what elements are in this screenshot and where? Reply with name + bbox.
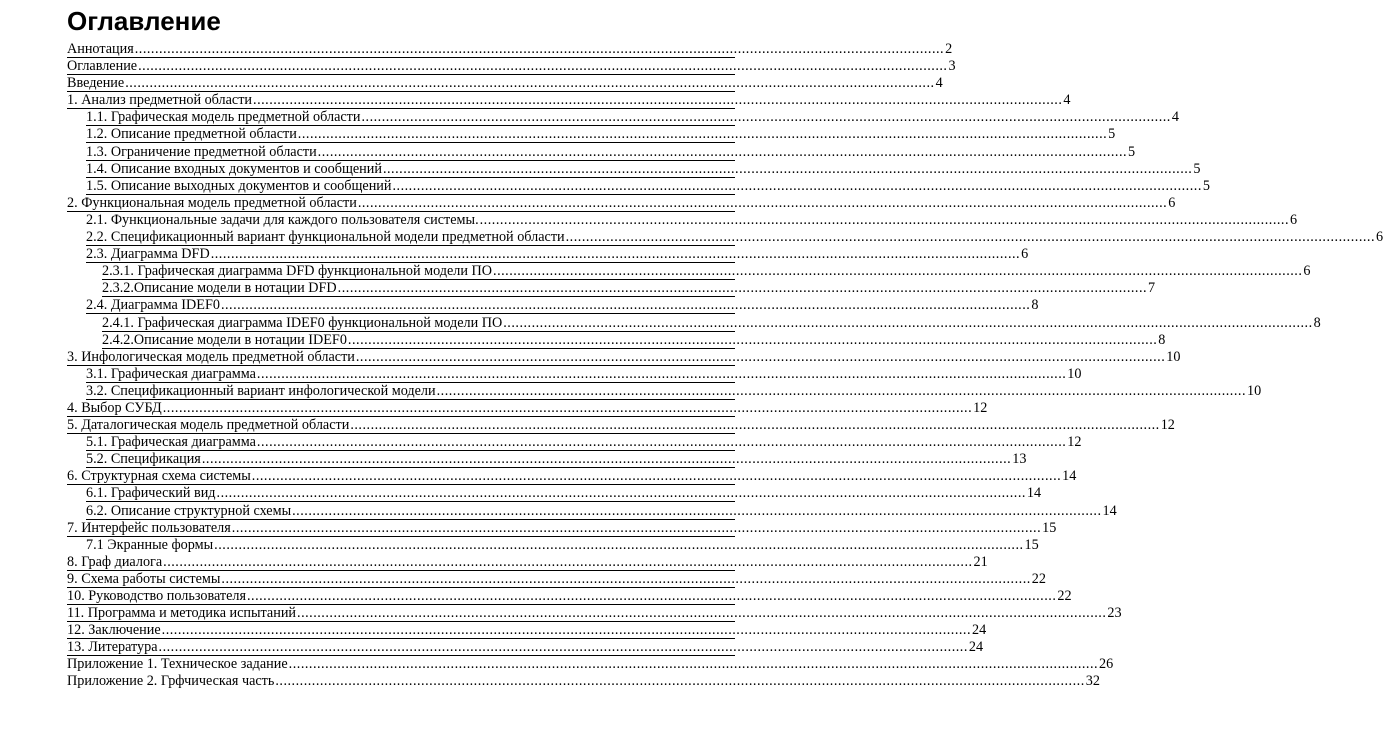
dot-leader: ........................................................................................................................................................................................................ xyxy=(350,417,1160,434)
toc-entry-title: 2. Функциональная модель предметной области xyxy=(67,194,357,211)
toc-entry-title: 2.3. Диаграмма DFD xyxy=(86,246,210,263)
toc-entry-title: 2.4. Диаграмма IDEF0 xyxy=(86,297,220,314)
toc-entry[interactable] xyxy=(0,570,1046,588)
toc-entry-page-number: 22 xyxy=(1031,570,1046,587)
toc-entry[interactable] xyxy=(0,365,1082,383)
toc-entry-line xyxy=(67,553,988,571)
toc-entry-page-number: 6 xyxy=(1168,194,1176,211)
toc-entry-page-number: 8 xyxy=(1158,331,1166,348)
dot-leader: ........................................................................................................................................................................................................ xyxy=(221,570,1031,587)
dot-leader: ........................................................................................................................................................................................................ xyxy=(357,194,1168,211)
toc-entry-page-number: 14 xyxy=(1062,468,1077,485)
dot-leader: ........................................................................................................................................................................................................ xyxy=(317,143,1128,160)
toc-entry-title: 2.3.1. Графическая диаграмма DFD функциональной модели ПО xyxy=(102,263,493,280)
toc-entry[interactable] xyxy=(0,468,1077,485)
dot-leader: ........................................................................................................................................................................................................ xyxy=(201,451,1012,468)
toc-entry-title: 12. Заключение xyxy=(67,622,161,639)
toc-entry-line xyxy=(67,605,1122,622)
dot-leader: ........................................................................................................................................................................................................ xyxy=(493,263,1303,280)
toc-entry-page-number: 4 xyxy=(1171,109,1179,126)
toc-entry-line xyxy=(86,434,1082,451)
toc-entry[interactable] xyxy=(0,399,988,417)
dot-leader: ........................................................................................................................................................................................................ xyxy=(251,468,1062,485)
toc-entry-title: 6. Структурная схема системы xyxy=(67,468,251,485)
toc-entry-title: 5.2. Спецификация xyxy=(86,451,201,468)
toc-entry-title: 7. Интерфейс пользователя xyxy=(67,519,231,536)
toc-entry-title: 5. Даталогическая модель предметной области xyxy=(67,417,350,434)
toc-entry-line xyxy=(67,417,1175,434)
dot-leader: ........................................................................................................................................................................................................ xyxy=(158,639,968,656)
toc-entry-title: 1.2. Описание предметной области xyxy=(86,126,297,143)
toc-entry[interactable] xyxy=(0,536,1039,554)
toc-entry[interactable] xyxy=(0,229,1383,246)
toc-entry-page-number: 8 xyxy=(1313,314,1321,331)
toc-entry-line xyxy=(86,502,1117,520)
toc-entry-line xyxy=(67,622,987,639)
toc-entry-line xyxy=(86,177,1210,195)
toc-entry-page-number: 6 xyxy=(1290,211,1298,228)
toc-entry-page-number: 15 xyxy=(1024,536,1039,553)
toc-entry-line xyxy=(102,280,1156,297)
toc-entry-line xyxy=(67,58,956,75)
dot-leader: ........................................................................................................................................................................................................ xyxy=(337,280,1148,297)
toc-entry-line xyxy=(102,314,1321,332)
dot-leader: ........................................................................................................................................................................................................ xyxy=(256,365,1067,382)
dot-leader: ........................................................................................................................................................................................................ xyxy=(216,485,1026,502)
toc-entry-page-number: 6 xyxy=(1303,263,1311,280)
toc-entry-page-number: 5 xyxy=(1193,160,1201,177)
toc-entry-line xyxy=(67,519,1057,537)
toc-entry-page-number: 12 xyxy=(1160,417,1175,434)
toc-entry[interactable] xyxy=(0,58,956,75)
toc-entry-page-number: 6 xyxy=(1376,229,1383,246)
dot-leader: ........................................................................................................................................................................................................ xyxy=(392,177,1202,194)
toc-entry-page-number: 10 xyxy=(1166,348,1181,365)
toc-entry-line xyxy=(86,485,1042,502)
toc-entry-title: 9. Схема работы системы xyxy=(67,570,221,587)
toc-entry-title: 11. Программа и методика испытаний xyxy=(67,605,297,622)
toc-entry[interactable] xyxy=(0,605,1122,622)
toc-entry-title: 3.1. Графическая диаграмма xyxy=(86,365,256,382)
toc-entry-title: 2.1. Функциональные задачи для каждого пользователя системы. xyxy=(86,211,479,228)
toc-entry-line xyxy=(86,211,1298,229)
toc-entry-line xyxy=(86,126,1116,143)
toc-entry[interactable] xyxy=(0,194,1176,212)
toc-entry-title: 2.4.2.Описание модели в нотации IDEF0 xyxy=(102,331,347,348)
toc-entry-title: Приложение 1. Техническое задание xyxy=(67,656,288,673)
toc-entry-line xyxy=(67,570,1046,588)
dot-leader: ........................................................................................................................................................................................................ xyxy=(382,160,1193,177)
dot-leader: ........................................................................................................................................................................................................ xyxy=(161,622,972,639)
toc-entry-title: 10. Руководство пользователя xyxy=(67,588,246,604)
toc-entry-title: 2.4.1. Графическая диаграмма IDEF0 функциональной модели ПО xyxy=(102,314,503,331)
toc-entry-line xyxy=(86,382,1262,400)
toc-entry-page-number: 23 xyxy=(1107,605,1122,622)
toc-entry-page-number: 2 xyxy=(945,41,953,57)
toc-entry[interactable] xyxy=(0,502,1117,520)
toc-entry[interactable] xyxy=(0,109,1179,126)
toc-entry-page-number: 8 xyxy=(1031,297,1039,314)
dot-leader: ........................................................................................................................................................................................................ xyxy=(162,399,973,416)
toc-heading: Оглавление xyxy=(67,6,221,36)
dot-leader: ........................................................................................................................................................................................................ xyxy=(361,109,1171,126)
toc-entry-title: 8. Граф диалога xyxy=(67,553,163,570)
dot-leader: ........................................................................................................................................................................................................ xyxy=(297,126,1108,143)
toc-entry-page-number: 24 xyxy=(968,639,984,656)
toc-entry-page-number: 4 xyxy=(935,75,943,92)
toc-entry-page-number: 7 xyxy=(1148,280,1156,297)
toc-entry-page-number: 3 xyxy=(948,58,956,75)
toc-entry-title: 3. Инфологическая модель предметной области xyxy=(67,348,355,365)
dot-leader: ........................................................................................................................................................................................................ xyxy=(256,434,1067,451)
toc-entry-title: 6.1. Графический вид xyxy=(86,485,216,502)
toc-entry[interactable] xyxy=(0,485,1042,502)
toc-entry-line xyxy=(86,451,1027,468)
toc-entry-title: 6.2. Описание структурной схемы xyxy=(86,502,292,519)
toc-entry-page-number: 12 xyxy=(1067,434,1082,451)
toc-entry-page-number: 14 xyxy=(1102,502,1117,519)
dot-leader: ........................................................................................................................................................................................................ xyxy=(347,331,1158,348)
toc-entry[interactable] xyxy=(0,656,1114,673)
toc-entry-line xyxy=(67,75,943,92)
toc-entry-line xyxy=(102,263,1311,280)
dot-leader: ........................................................................................................................................................................................................ xyxy=(220,297,1031,314)
toc-entry-title: 1.4. Описание входных документов и сообщений xyxy=(86,160,382,177)
toc-entry-line xyxy=(67,399,988,417)
toc-entry[interactable] xyxy=(0,331,1166,349)
dot-leader: ........................................................................................................................................................................................................ xyxy=(275,673,1085,690)
dot-leader: ........................................................................................................................................................................................................ xyxy=(355,348,1166,365)
toc-entry-line xyxy=(86,297,1039,314)
dot-leader: ........................................................................................................................................................................................................ xyxy=(163,553,973,570)
toc-entry[interactable] xyxy=(0,143,1136,161)
toc-entry-title: 1. Анализ предметной области xyxy=(67,92,253,109)
toc-entry-line xyxy=(86,143,1136,161)
toc-entry-title: Аннотация xyxy=(67,41,134,57)
toc-entry-page-number: 6 xyxy=(1021,246,1029,263)
toc-entry-title: 2.3.2.Описание модели в нотации DFD xyxy=(102,280,337,297)
toc-entry[interactable] xyxy=(0,639,984,656)
toc-entry[interactable] xyxy=(0,382,1262,400)
dot-leader: ........................................................................................................................................................................................................ xyxy=(210,246,1021,263)
toc-entry-page-number: 15 xyxy=(1042,519,1057,536)
toc-entry-page-number: 32 xyxy=(1085,673,1100,690)
toc-entry[interactable] xyxy=(0,622,987,639)
toc-entry-page-number: 10 xyxy=(1067,365,1082,382)
toc-entry-title: Введение xyxy=(67,75,125,92)
toc-entry-line xyxy=(67,194,1176,212)
toc-entry[interactable] xyxy=(0,75,943,92)
toc-entry[interactable] xyxy=(0,451,1027,468)
toc-entry[interactable] xyxy=(0,417,1175,434)
dot-leader: ........................................................................................................................................................................................................ xyxy=(288,656,1099,673)
toc-entry-line xyxy=(67,588,1072,605)
dot-leader: ........................................................................................................................................................................................................ xyxy=(292,502,1102,519)
toc-entry-title: 1.5. Описание выходных документов и сообщений xyxy=(86,177,392,194)
dot-leader: ........................................................................................................................................................................................................ xyxy=(436,382,1246,399)
toc-entry[interactable] xyxy=(0,211,1298,229)
dot-leader: ........................................................................................................................................................................................................ xyxy=(246,588,1057,604)
toc-entry[interactable] xyxy=(0,519,1057,537)
toc-entry-line xyxy=(86,536,1039,554)
toc-entry[interactable] xyxy=(0,588,1072,605)
toc-entry[interactable] xyxy=(0,434,1082,451)
dot-leader: ........................................................................................................................................................................................................ xyxy=(125,75,935,92)
toc-entry-page-number: 4 xyxy=(1063,92,1071,109)
toc-entry-line xyxy=(67,673,1100,690)
toc-entry-line xyxy=(86,229,1383,246)
toc-entry-page-number: 21 xyxy=(973,553,988,570)
toc-entry-page-number: 5 xyxy=(1202,177,1210,194)
toc-entry[interactable] xyxy=(0,314,1321,332)
dot-leader: ........................................................................................................................................................................................................ xyxy=(297,605,1107,622)
toc-entry-line xyxy=(86,365,1082,383)
toc-entry-line xyxy=(67,348,1181,366)
toc-entry-title: 1.3. Ограничение предметной области xyxy=(86,143,317,160)
toc-entry[interactable] xyxy=(0,348,1181,366)
dot-leader: ........................................................................................................................................................................................................ xyxy=(565,229,1375,246)
toc-entry-title: 4. Выбор СУБД xyxy=(67,399,162,416)
toc-entry-page-number: 13 xyxy=(1012,451,1027,468)
toc-entry-page-number: 5 xyxy=(1128,143,1136,160)
toc-entry-page-number: 12 xyxy=(973,399,988,416)
toc-entry-line xyxy=(67,41,953,58)
toc-entry-line xyxy=(67,92,1071,109)
toc-entry-title: 1.1. Графическая модель предметной области xyxy=(86,109,361,126)
toc-entry-title: 3.2. Спецификационный вариант инфологической модели xyxy=(86,382,436,399)
toc-entry-line xyxy=(86,246,1029,263)
dot-leader: ........................................................................................................................................................................................................ xyxy=(214,536,1024,553)
dot-leader: ........................................................................................................................................................................................................ xyxy=(479,211,1289,228)
toc-entry-title: Оглавление xyxy=(67,58,138,75)
toc-entry-page-number: 10 xyxy=(1246,382,1262,399)
toc-entry[interactable] xyxy=(0,126,1116,143)
toc-entry-page-number: 26 xyxy=(1099,656,1114,673)
toc-entry-title: 7.1 Экранные формы xyxy=(86,536,214,553)
dot-leader: ........................................................................................................................................................................................................ xyxy=(138,58,948,75)
toc-entry[interactable] xyxy=(0,673,1100,690)
toc-entry-line xyxy=(67,639,984,656)
toc-entry-page-number: 22 xyxy=(1057,588,1072,604)
dot-leader: ........................................................................................................................................................................................................ xyxy=(503,314,1313,331)
table-of-contents xyxy=(0,41,1383,691)
toc-entry-title: 2.2. Спецификационный вариант функциональной модели предметной области xyxy=(86,229,565,246)
toc-entry[interactable] xyxy=(0,92,1071,109)
toc-entry[interactable] xyxy=(0,263,1311,280)
toc-entry-title: 5.1. Графическая диаграмма xyxy=(86,434,256,451)
toc-entry[interactable] xyxy=(0,297,1039,314)
toc-entry-page-number: 24 xyxy=(972,622,987,639)
dot-leader: ........................................................................................................................................................................................................ xyxy=(231,519,1042,536)
toc-entry[interactable] xyxy=(0,246,1029,263)
toc-entry-page-number: 14 xyxy=(1026,485,1042,502)
toc-entry-title: 13. Литература xyxy=(67,639,158,656)
toc-entry-line xyxy=(86,109,1179,126)
toc-entry[interactable] xyxy=(0,177,1210,195)
dot-leader: ........................................................................................................................................................................................................ xyxy=(253,92,1063,109)
toc-entry[interactable] xyxy=(0,280,1156,297)
toc-entry[interactable] xyxy=(0,553,988,571)
dot-leader: ........................................................................................................................................................................................................ xyxy=(134,41,945,57)
toc-entry-line xyxy=(86,160,1201,178)
toc-entry-page-number: 5 xyxy=(1108,126,1116,143)
toc-entry[interactable] xyxy=(0,41,953,58)
toc-entry-title: Приложение 2. Грфчическая часть xyxy=(67,673,275,690)
toc-entry-line xyxy=(67,468,1077,485)
toc-entry-line xyxy=(102,331,1166,349)
toc-entry[interactable] xyxy=(0,160,1201,178)
toc-entry-line xyxy=(67,656,1114,673)
